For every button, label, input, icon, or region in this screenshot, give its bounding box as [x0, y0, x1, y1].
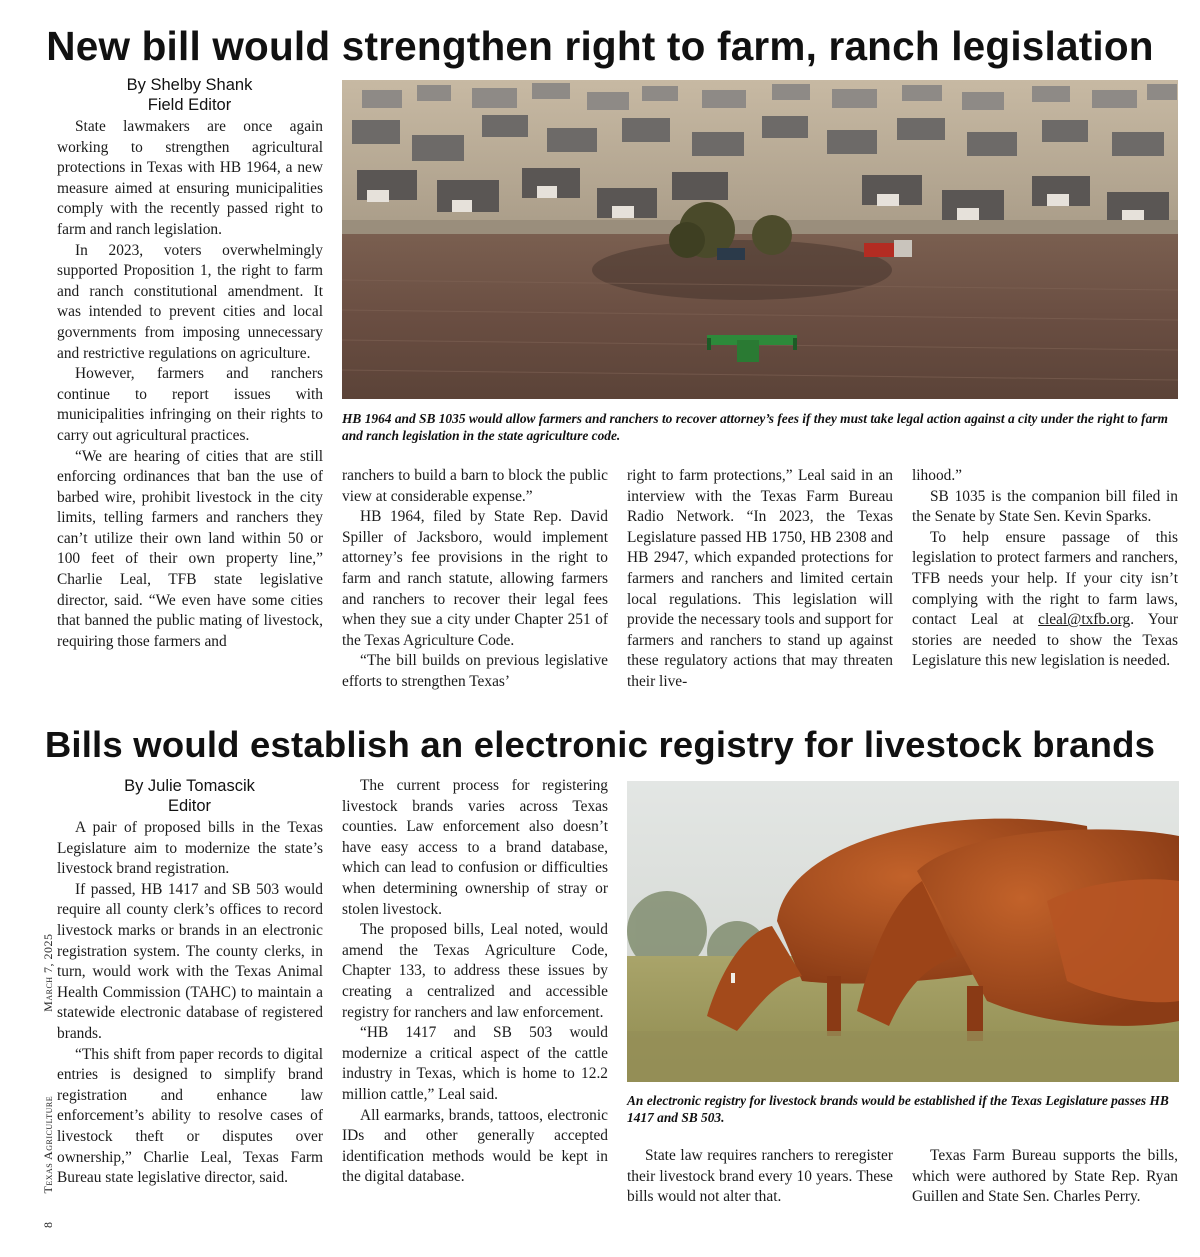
byline-title: Field Editor [147, 96, 232, 114]
paragraph: However, farmers and ranchers continue to report issues with municipalities infringing on their rights to carry out agricultural practices. [57, 365, 323, 444]
paragraph: “We are hearing of cities that are still enforcing ordinances that ban the use of barbed wire, prohibit livestock in the city limits, telling farmers and ranchers they can’t utilize their own land within 50 or 100 feet of their own property line,” Charlie Leal, TFB state legislative director, said. “We even have some cities that banned the public mating of livestock, requiring those farmers and [57, 447, 323, 650]
article2-column-2 [342, 776, 608, 1188]
paragraph: “HB 1417 and SB 503 would modernize a critical aspect of the cattle industry in Texas, which is home to 12.2 million cattle,” Leal said. [342, 1024, 608, 1103]
paragraph: In 2023, voters overwhelmingly supported Proposition 1, the right to farm and ranch constitutional amendment. It was intended to prevent cities and local governments from imposing unnecessary and restrictive regulations on agriculture. [57, 241, 323, 362]
article1-column-1 [57, 117, 323, 652]
byline-name: By Shelby Shank [126, 76, 253, 94]
paragraph: The current process for registering livestock brands varies across Texas counties. Law enforcement also doesn’t have easy access to a brand database, which can lead to confusion or difficulties when determining ownership of stray or stolen livestock. [342, 777, 608, 918]
publication-name: Texas Agriculture [41, 1095, 55, 1194]
paragraph: State lawmakers are once again working to strengthen agricultural protections in Texas with HB 1964, a new measure aimed at ensuring municipalities comply with the recently passed right to farm and ranch legislation. [57, 118, 323, 238]
paragraph: ranchers to build a barn to block the public view at considerable expense.” [342, 467, 608, 505]
paragraph: right to farm protections,” Leal said in an interview with the Texas Farm Bureau Radio Network. “In 2023, the Texas Legislature passed HB 1750, HB 2308 and HB 2947, which expanded protections for farmers and ranchers and limited certain local regulations. This legislation will provide the necessary tools and support for farmers and ranchers to stand up against these regulatory actions that may threaten their live- [627, 467, 893, 690]
byline-shelby-shank [57, 75, 322, 115]
paragraph [912, 528, 1178, 672]
paragraph: SB 1035 is the companion bill filed in the Senate by State Sen. Kevin Sparks. [912, 487, 1178, 526]
article1-column-3 [627, 466, 893, 693]
paragraph: lihood.” [912, 467, 963, 484]
byline-julie-tomascik [57, 776, 322, 816]
paragraph: “This shift from paper records to digital entries is designed to simplify brand registration and enhance law enforcement’s ability to resolve cases of livestock theft or disputes over ownership,” Charlie Leal, Texas Farm Bureau state legislative director, said. [57, 1045, 323, 1187]
caption-cattle-photo: An electronic registry for livestock brands would be established if the Texas Legislature passes HB 1417 and SB 503. [627, 1093, 1169, 1125]
article2-column-3 [627, 1146, 893, 1208]
paragraph: All earmarks, brands, tattoos, electronic IDs and other generally accepted identification methods would be kept in the digital database. [342, 1106, 608, 1186]
paragraph: A pair of proposed bills in the Texas Legislature aim to modernize the state’s livestock brand registration. [57, 819, 323, 878]
paragraph: If passed, HB 1417 and SB 503 would require all county clerk’s offices to record livestock marks or brands in an electronic registration system. The county clerks, in turn, would work with the Texas Animal Health Commission (TAHC) to maintain a statewide electronic database of registered brands. [57, 880, 323, 1042]
issue-date: March 7, 2025 [41, 933, 55, 1012]
farm-aerial-illustration [342, 80, 1178, 399]
text: . Your stories are needed to show the Texas Legislature this new legislation is needed. [912, 611, 1178, 670]
article2-column-1 [57, 818, 323, 1189]
article1-column-4 [912, 466, 1178, 672]
headline-right-to-farm: New bill would strengthen right to farm, ranch legislation [46, 23, 1154, 69]
article1-column-2 [342, 466, 608, 693]
paragraph: State law requires ranchers to reregister their livestock brand every 10 years. These bills would not alter that. [627, 1147, 893, 1206]
cattle-illustration [627, 781, 1179, 1082]
article2-column-4 [912, 1146, 1178, 1208]
paragraph: HB 1964, filed by State Rep. David Spiller of Jacksboro, would implement attorney’s fee provisions in the right to farm and ranch statute, allowing farmers and ranchers to recover their legal fees when they sue a city under Chapter 251 of the Texas Agriculture Code. [342, 508, 608, 649]
page-number: 8 [41, 1221, 55, 1228]
byline-title: Editor [167, 797, 212, 815]
paragraph: Texas Farm Bureau supports the bills, which were authored by State Rep. Ryan Guillen and State Sen. Charles Perry. [912, 1147, 1178, 1206]
caption-farm-photo: HB 1964 and SB 1035 would allow farmers and ranchers to recover attorney’s fees if they must take legal action against a city under the right to farm and ranch legislation in the state agriculture code. [342, 411, 1168, 443]
byline-name: By Julie Tomascik [124, 777, 255, 795]
text: To help ensure passage of this legislation to protect farmers and ranchers, TFB needs your help. If your city isn’t complying with the right to farm laws, contact Leal at [912, 528, 1178, 629]
paragraph: The proposed bills, Leal noted, would amend the Texas Agriculture Code, Chapter 133, to address these issues by creating a centralized and accessible registry for ranchers and law enforcement. [342, 921, 608, 1021]
headline-livestock-brands: Bills would establish an electronic registry for livestock brands [44, 724, 1156, 765]
paragraph: “The bill builds on previous legislative efforts to strengthen Texas’ [342, 652, 608, 690]
photo-cattle-grazing [627, 781, 1179, 1082]
photo-farm-aerial [342, 80, 1178, 399]
email-link[interactable]: cleal@txfb.org [1038, 611, 1131, 629]
page-folio [41, 933, 56, 1228]
